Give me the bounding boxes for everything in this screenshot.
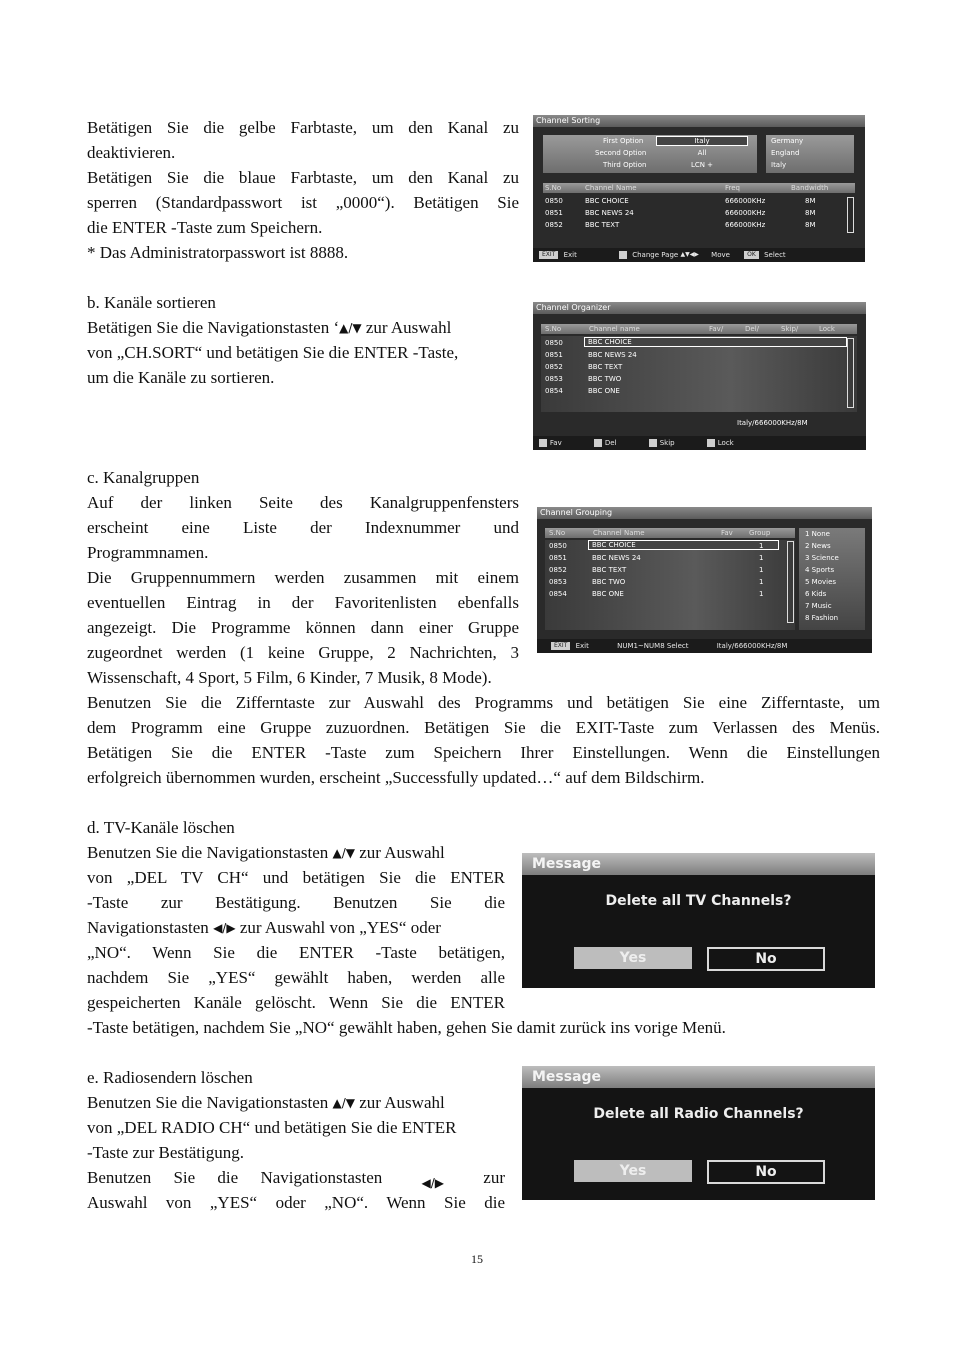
dialog-question: Delete all TV Channels? xyxy=(605,893,792,909)
text-line: angezeigt. Die Programme können dann einer Gruppe xyxy=(87,618,519,637)
delete-radio-dialog xyxy=(522,1066,875,1200)
page-label: Change Page xyxy=(632,251,679,259)
exit-key: EXIT xyxy=(539,251,558,259)
text-line: Benutzen Sie die Zifferntaste zur Auswahl des Programms und betätigen Sie eine Zifferntaste, um xyxy=(87,693,880,712)
select-label: Select xyxy=(764,251,786,259)
text-line: -Taste betätigen, nachdem Sie „NO“ gewählt haben, gehen Sie damit zurück ins vorige Menü. xyxy=(87,1018,726,1037)
section-heading: e. Radiosendern löschen xyxy=(87,1068,253,1087)
text-span: zur Auswahl von „YES“ oder xyxy=(235,918,441,937)
text-line: „NO“. Wenn Sie die ENTER -Taste betätigen, xyxy=(87,943,505,962)
table-cell: 666000KHz xyxy=(725,197,766,205)
table-cell: BBC TEXT xyxy=(585,221,620,229)
blue-key xyxy=(707,439,715,447)
table-cell: BBC TWO xyxy=(592,578,626,586)
skip-label: Skip xyxy=(659,439,675,447)
text-line: von „DEL TV CH“ und betätigen Sie die ENTER xyxy=(87,868,505,887)
column-header: S.No xyxy=(545,184,562,192)
column-header: Fav xyxy=(721,529,733,537)
text-line: eventuellen Eintrag in der Favoritenlisten ebenfalls xyxy=(87,593,519,612)
green-key xyxy=(594,439,602,447)
text-line: Betätigen Sie die ENTER -Taste zum Speichern Ihrer Einstellungen. Wenn die Einstellungen xyxy=(87,743,880,762)
country-item[interactable]: England xyxy=(771,149,800,157)
left-right-arrow-icon: ◀/▶ xyxy=(213,921,236,935)
text-line: gespeicherten Kanäle gelöscht. Wenn Sie die ENTER xyxy=(87,993,505,1012)
bottom-bar xyxy=(533,436,866,450)
text-line xyxy=(87,315,527,340)
up-down-arrow-icon: ▲/▼ xyxy=(339,321,362,335)
table-cell: 666000KHz xyxy=(725,209,766,217)
text-line: Programmnamen. xyxy=(87,543,209,562)
table-cell: 0854 xyxy=(549,590,567,598)
option-value[interactable]: LCN + xyxy=(690,161,714,169)
table-cell: 0852 xyxy=(549,566,567,574)
text-line xyxy=(87,915,505,940)
table-cell: 8M xyxy=(805,209,816,217)
section-heading: b. Kanäle sortieren xyxy=(87,293,216,312)
text-line: Auf der linken Seite des Kanalgruppenfensters xyxy=(87,493,519,512)
table-cell: 0850 xyxy=(549,542,567,550)
exit-label: Exit xyxy=(575,642,589,650)
table-cell: BBC TEXT xyxy=(588,363,623,371)
column-header: Bandwidth xyxy=(791,184,829,192)
column-header: Channel Name xyxy=(593,529,645,537)
table-cell: BBC TEXT xyxy=(592,566,627,574)
text-line: von „DEL RADIO CH“ und betätigen Sie die ENTER xyxy=(87,1118,457,1137)
column-header: Del/ xyxy=(745,325,759,333)
text-line xyxy=(87,1165,505,1190)
group-item[interactable]: 5 Movies xyxy=(805,578,837,586)
text-line: Wissenschaft, 4 Sport, 5 Film, 6 Kinder, 7 Musik, 8 Mode). xyxy=(87,668,492,687)
table-cell: 1 xyxy=(759,578,764,586)
group-item[interactable]: 1 None xyxy=(805,530,830,538)
text-line: * Das Administratorpasswort ist 8888. xyxy=(87,243,349,262)
section-c-full xyxy=(87,690,880,790)
bottom-bar xyxy=(537,639,872,653)
text-line: von „CH.SORT“ und betätigen Sie die ENTER -Taste, xyxy=(87,343,459,362)
left-right-arrow-icon: ◀/▶ xyxy=(421,1176,445,1190)
lock-label: Lock xyxy=(717,439,734,447)
table-cell: 1 xyxy=(759,554,764,562)
text-line: erfolgreich übernommen wurden, erscheint „Successfully updated…“ auf dem Bildschirm. xyxy=(87,768,705,787)
table-cell: BBC TWO xyxy=(588,375,622,383)
option-label: Second Option xyxy=(595,149,647,157)
column-header: Lock xyxy=(819,325,835,333)
page-number: 15 xyxy=(471,1252,483,1266)
scrollbar[interactable] xyxy=(847,197,854,233)
table-cell: BBC ONE xyxy=(592,590,624,598)
section-c xyxy=(87,465,519,690)
ok-key: OK xyxy=(744,251,759,259)
table-cell: 666000KHz xyxy=(725,221,766,229)
scrollbar[interactable] xyxy=(787,541,794,623)
section-heading: d. TV-Kanäle löschen xyxy=(87,818,235,837)
text-span: Betätigen Sie die Navigationstasten ‘ xyxy=(87,318,340,337)
no-button[interactable]: No xyxy=(707,1160,825,1184)
selected-row[interactable]: BBC CHOICE xyxy=(589,541,778,549)
page-key xyxy=(619,251,627,259)
table-cell: 0851 xyxy=(545,351,563,359)
selected-row[interactable]: BBC CHOICE xyxy=(585,338,846,346)
red-key xyxy=(539,439,547,447)
table-cell: 0853 xyxy=(545,375,563,383)
section-e xyxy=(87,1065,505,1215)
table-cell: BBC CHOICE xyxy=(585,197,629,205)
table-cell: 0851 xyxy=(549,554,567,562)
dialog-title: Message xyxy=(522,853,875,875)
text-line: Betätigen Sie die blaue Farbtaste, um den Kanal zu xyxy=(87,168,519,187)
table-cell: 0851 xyxy=(545,209,563,217)
column-header: Group xyxy=(749,529,771,537)
column-header: Fav/ xyxy=(709,325,724,333)
table-cell: 0853 xyxy=(549,578,567,586)
column-header: S.No xyxy=(545,325,562,333)
text-line: Betätigen Sie die gelbe Farbtaste, um den Kanal zu xyxy=(87,118,519,137)
fav-label: Fav xyxy=(549,439,562,447)
channel-info: Italy/666000KHz/8M xyxy=(737,419,808,427)
table-cell: 0850 xyxy=(545,197,563,205)
text-line: zugeordnet werden (1 keine Gruppe, 2 Nachrichten, 3 xyxy=(87,643,519,662)
group-item[interactable]: 2 News xyxy=(805,542,831,550)
dialog-title: Message xyxy=(522,1066,875,1088)
select-label: NUM1~NUM8 Select xyxy=(617,642,689,650)
yes-button[interactable]: Yes xyxy=(574,947,692,969)
list-area xyxy=(541,336,857,412)
country-item[interactable]: Germany xyxy=(771,137,804,145)
table-cell: 0850 xyxy=(545,339,563,347)
dialog-question: Delete all Radio Channels? xyxy=(593,1106,804,1122)
group-item[interactable]: 8 Fashion xyxy=(805,614,839,622)
text-span: zur xyxy=(483,1168,505,1187)
exit-key: EXIT xyxy=(551,642,570,650)
table-cell: 0852 xyxy=(545,221,563,229)
text-span: Benutzen Sie die Navigationstasten xyxy=(87,843,333,862)
table-cell: 0852 xyxy=(545,363,563,371)
text-span: zur Auswahl xyxy=(355,1093,445,1112)
window-title: Channel Grouping xyxy=(537,507,872,519)
group-item[interactable]: 4 Sports xyxy=(805,566,835,574)
move-label: Move xyxy=(711,251,730,259)
text-line: -Taste zur Bestätigung. Benutzen Sie die xyxy=(87,893,505,912)
section-heading: c. Kanalgruppen xyxy=(87,468,200,487)
column-header: Channel name xyxy=(589,325,640,333)
option-value[interactable]: Italy xyxy=(657,137,747,145)
up-down-arrow-icon: ▲/▼ xyxy=(332,846,355,860)
table-cell: 0854 xyxy=(545,387,563,395)
channel-info: Italy/666000KHz/8M xyxy=(716,642,788,650)
section-d xyxy=(87,815,505,1015)
channel-sorting-screenshot xyxy=(533,115,865,262)
up-down-arrow-icon: ▲/▼ xyxy=(332,1096,355,1110)
nav-arrows-icon: ▲▼◀▶ xyxy=(680,251,699,258)
column-header: S.No xyxy=(549,529,566,537)
text-span: zur Auswahl xyxy=(355,843,445,862)
exit-label: Exit xyxy=(563,251,577,259)
text-line: um die Kanäle zu sortieren. xyxy=(87,368,275,387)
group-item[interactable]: 3 Science xyxy=(805,554,839,562)
bottom-bar xyxy=(533,248,865,262)
text-line: dem Programm eine Gruppe zuzuordnen. Betätigen Sie die EXIT-Taste zum Verlassen des Menüs. xyxy=(87,718,880,737)
channel-organizer-screenshot xyxy=(533,302,866,450)
window-title: Channel Organizer xyxy=(533,302,866,314)
no-button[interactable]: No xyxy=(707,947,825,971)
section-d-tail xyxy=(87,1015,880,1040)
column-header: Channel Name xyxy=(585,184,637,192)
text-line: Die Gruppennummern werden zusammen mit einem xyxy=(87,568,519,587)
text-line: die ENTER -Taste zum Speichern. xyxy=(87,218,323,237)
table-cell: BBC ONE xyxy=(588,387,620,395)
delete-tv-dialog xyxy=(522,853,875,988)
table-cell: 1 xyxy=(759,542,764,550)
text-line: sperren (Standardpasswort ist „0000“). Betätigen Sie xyxy=(87,193,519,212)
text-line: Auswahl von „YES“ oder „NO“. Wenn Sie die xyxy=(87,1193,505,1212)
text-span: Benutzen Sie die Navigationstasten xyxy=(87,1168,383,1187)
text-line: nachdem Sie „YES“ gewählt haben, werden alle xyxy=(87,968,505,987)
scrollbar[interactable] xyxy=(847,338,854,408)
group-item[interactable]: 6 Kids xyxy=(805,590,827,598)
option-label: Third Option xyxy=(603,161,647,169)
yes-button[interactable]: Yes xyxy=(574,1160,692,1182)
yellow-key xyxy=(649,439,657,447)
column-header: Freq xyxy=(725,184,740,192)
del-label: Del xyxy=(604,439,617,447)
table-cell: BBC NEWS 24 xyxy=(585,209,634,217)
text-line: -Taste zur Bestätigung. xyxy=(87,1143,244,1162)
intro-paragraph xyxy=(87,115,519,265)
text-span: zur Auswahl xyxy=(361,318,452,337)
text-span: Navigationstasten xyxy=(87,918,214,937)
text-line xyxy=(87,840,505,865)
group-item[interactable]: 7 Music xyxy=(805,602,832,610)
table-cell: 8M xyxy=(805,197,816,205)
window-title: Channel Sorting xyxy=(533,115,865,127)
option-value[interactable]: All xyxy=(697,149,707,157)
text-span: Benutzen Sie die Navigationstasten xyxy=(87,1093,333,1112)
column-header: Skip/ xyxy=(781,325,799,333)
table-cell: 1 xyxy=(759,590,764,598)
table-cell: BBC NEWS 24 xyxy=(588,351,637,359)
text-line: deaktivieren. xyxy=(87,143,176,162)
text-line: erscheint eine Liste der Indexnummer und xyxy=(87,518,519,537)
table-cell: 8M xyxy=(805,221,816,229)
channel-grouping-screenshot xyxy=(537,507,872,653)
text-line xyxy=(87,1090,505,1115)
list-area xyxy=(545,540,795,630)
table-cell: 1 xyxy=(759,566,764,574)
table-cell: BBC NEWS 24 xyxy=(592,554,641,562)
section-b xyxy=(87,290,527,390)
option-label: First Option xyxy=(603,137,644,145)
country-item[interactable]: Italy xyxy=(771,161,787,169)
